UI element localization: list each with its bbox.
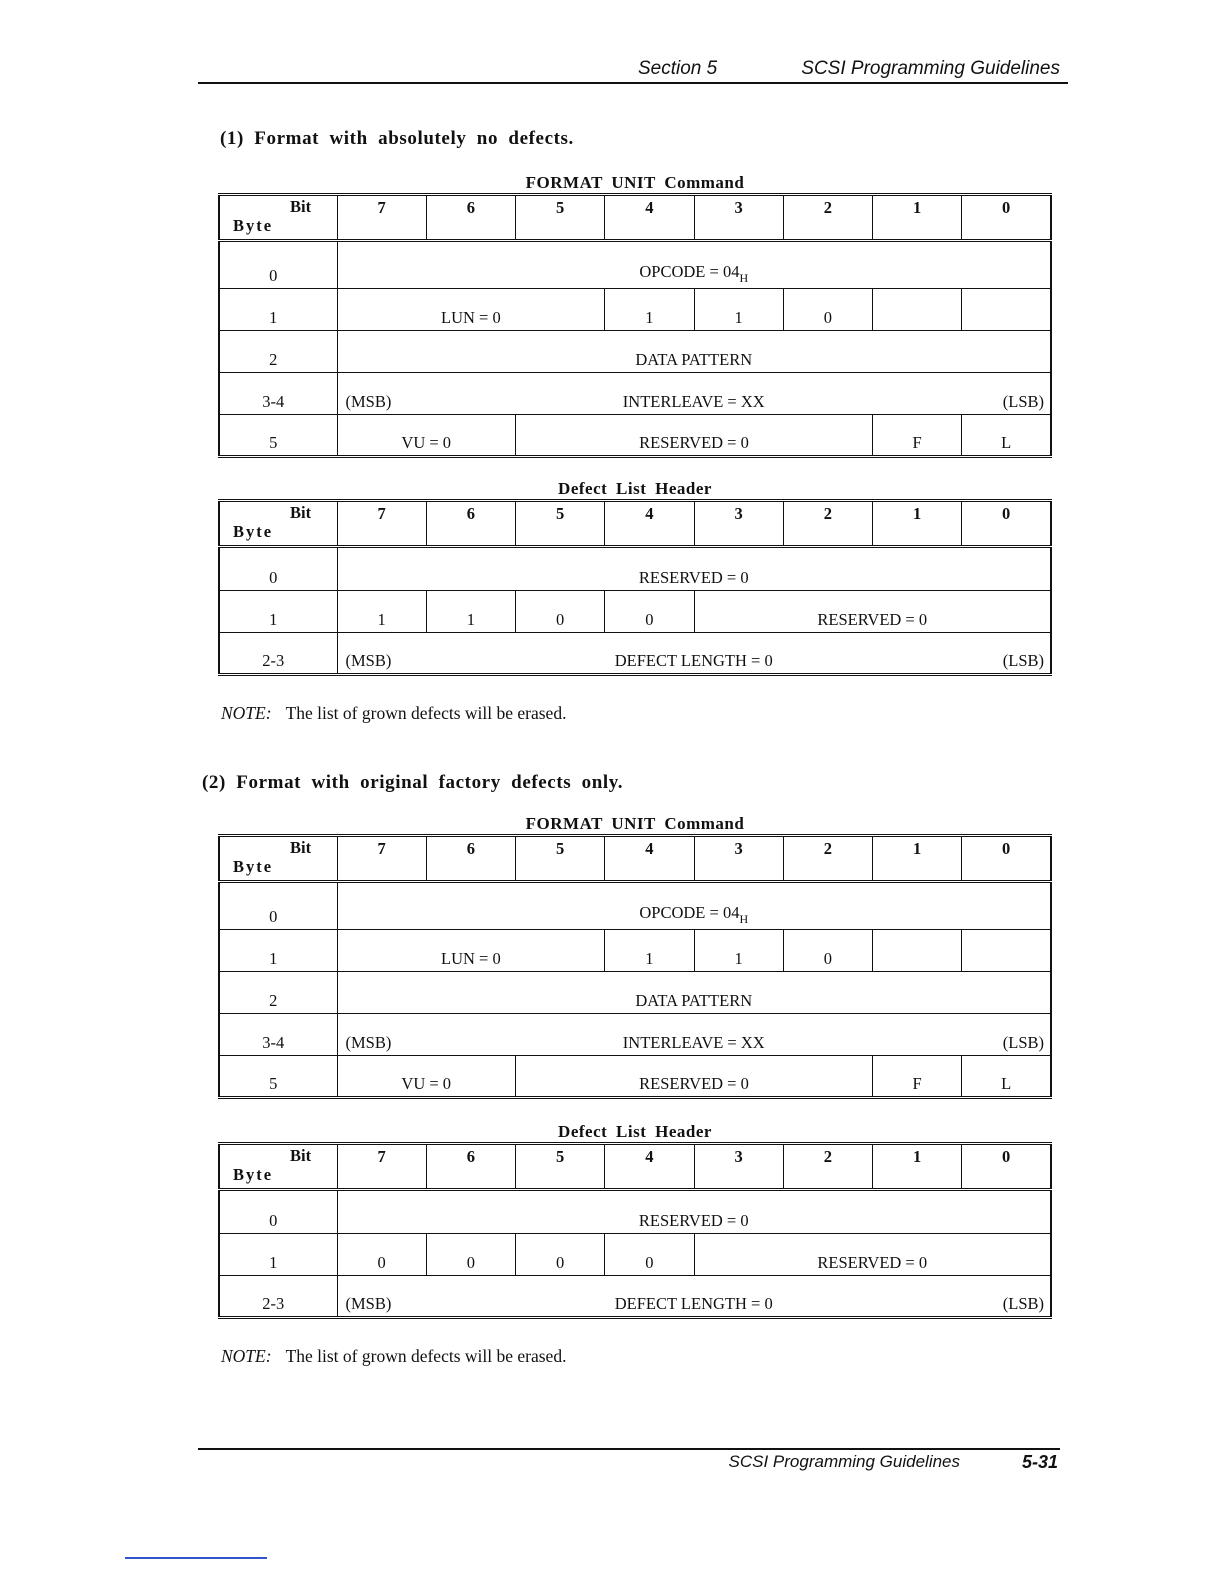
byte-1-label: 1 — [219, 1234, 337, 1276]
bit-4-value: 0 — [605, 591, 694, 633]
bit-1-value — [873, 289, 962, 331]
bit-4-value: 0 — [605, 1234, 694, 1276]
bit-3-value: 1 — [694, 289, 783, 331]
note-label: NOTE: — [221, 1346, 272, 1366]
bit-1-header: 1 — [873, 836, 962, 882]
reserved-byte-1: RESERVED = 0 — [694, 591, 1051, 633]
section2-note — [221, 1346, 566, 1367]
bit-0-header: 0 — [962, 195, 1051, 241]
bit-6-header: 6 — [426, 195, 515, 241]
page-number: 5-31 — [1021, 1452, 1058, 1472]
lun-field: LUN = 0 — [337, 930, 605, 972]
l-flag: L — [962, 1056, 1051, 1098]
bit-0-header: 0 — [962, 1144, 1051, 1190]
bit-5-header: 5 — [516, 836, 605, 882]
section-label: Section 5 — [638, 58, 718, 79]
lsb-label: (LSB) — [1002, 392, 1044, 411]
byte-0-label: 0 — [219, 241, 337, 289]
lsb-label: (LSB) — [1002, 651, 1044, 670]
header-title: SCSI Programming Guidelines — [801, 58, 1060, 79]
bit-2-value: 0 — [783, 289, 872, 331]
bit-3-header: 3 — [694, 836, 783, 882]
byte-3-4-label: 3-4 — [219, 373, 337, 415]
msb-label: (MSB) — [345, 651, 392, 670]
section2-format-unit-table — [218, 834, 1052, 1099]
bit-2-header: 2 — [783, 836, 872, 882]
bit-byte-header: Bit Byte — [219, 836, 337, 882]
reserved-field: RESERVED = 0 — [516, 1056, 873, 1098]
byte-2-3-label: 2-3 — [219, 633, 337, 675]
byte-1-label: 1 — [219, 930, 337, 972]
bit-5-value: 0 — [516, 1234, 605, 1276]
byte-1-label: 1 — [219, 591, 337, 633]
reserved-byte-1: RESERVED = 0 — [694, 1234, 1051, 1276]
bit-2-value: 0 — [783, 930, 872, 972]
bit-5-header: 5 — [516, 1144, 605, 1190]
section1-format-unit-table — [218, 193, 1052, 458]
bit-7-value: 1 — [337, 591, 426, 633]
lsb-label: (LSB) — [1002, 1033, 1044, 1052]
note-text: The list of grown defects will be erased. — [285, 703, 567, 723]
byte-0-label: 0 — [219, 1190, 337, 1234]
section1-cmd-caption: FORMAT UNIT Command — [525, 173, 745, 192]
bit-7-header: 7 — [337, 501, 426, 547]
bit-7-header: 7 — [337, 195, 426, 241]
msb-label: (MSB) — [345, 1033, 392, 1052]
bit-4-value: 1 — [605, 289, 694, 331]
byte-5-label: 5 — [219, 415, 337, 457]
defect-length-field: (MSB) DEFECT LENGTH = 0 (LSB) — [337, 633, 1051, 675]
bit-4-header: 4 — [605, 1144, 694, 1190]
l-flag: L — [962, 415, 1051, 457]
bit-byte-header: Bit Byte — [219, 195, 337, 241]
bit-7-header: 7 — [337, 836, 426, 882]
reserved-byte-0: RESERVED = 0 — [337, 1190, 1051, 1234]
defect-length-field: (MSB) DEFECT LENGTH = 0 (LSB) — [337, 1276, 1051, 1318]
vu-field: VU = 0 — [337, 415, 516, 457]
bit-1-header: 1 — [873, 195, 962, 241]
bit-0-header: 0 — [962, 501, 1051, 547]
bit-0-header: 0 — [962, 836, 1051, 882]
page-header — [198, 56, 1068, 84]
bit-byte-header: Bit Byte — [219, 1144, 337, 1190]
byte-1-label: 1 — [219, 289, 337, 331]
opcode-field: OPCODE = $04_H$ — [337, 241, 1051, 289]
reserved-byte-0: RESERVED = 0 — [337, 547, 1051, 591]
bit-6-header: 6 — [426, 501, 515, 547]
bit-3-value: 1 — [694, 930, 783, 972]
bit-7-header: 7 — [337, 1144, 426, 1190]
bit-6-value: 1 — [426, 591, 515, 633]
bit-4-value: 1 — [605, 930, 694, 972]
interleave-field: (MSB) INTERLEAVE = XX (LSB) — [337, 1014, 1051, 1056]
f-flag: F — [873, 415, 962, 457]
bit-1-header: 1 — [873, 501, 962, 547]
opcode-field: OPCODE = $04_H$ — [337, 882, 1051, 930]
msb-label: (MSB) — [345, 1294, 392, 1313]
bit-3-header: 3 — [694, 195, 783, 241]
f-flag: F — [873, 1056, 962, 1098]
bit-1-header: 1 — [873, 1144, 962, 1190]
vu-field: VU = 0 — [337, 1056, 516, 1098]
byte-0-label: 0 — [219, 882, 337, 930]
note-label: NOTE: — [221, 703, 272, 723]
section1-defect-list-header-table — [218, 499, 1052, 676]
byte-5-label: 5 — [219, 1056, 337, 1098]
bit-3-header: 3 — [694, 1144, 783, 1190]
reserved-field: RESERVED = 0 — [516, 415, 873, 457]
bit-6-header: 6 — [426, 836, 515, 882]
bit-4-header: 4 — [605, 836, 694, 882]
bit-6-value: 0 — [426, 1234, 515, 1276]
msb-label: (MSB) — [345, 392, 392, 411]
bit-4-header: 4 — [605, 501, 694, 547]
bit-2-header: 2 — [783, 501, 872, 547]
byte-2-3-label: 2-3 — [219, 1276, 337, 1318]
bit-byte-header: Bit Byte — [219, 501, 337, 547]
byte-2-label: 2 — [219, 972, 337, 1014]
byte-2-label: 2 — [219, 331, 337, 373]
data-pattern-field: DATA PATTERN — [337, 972, 1051, 1014]
bit-2-header: 2 — [783, 1144, 872, 1190]
bit-4-header: 4 — [605, 195, 694, 241]
bit-5-header: 5 — [516, 195, 605, 241]
section1-heading: (1) Format with absolutely no defects. — [220, 128, 574, 149]
lun-field: LUN = 0 — [337, 289, 605, 331]
bit-5-header: 5 — [516, 501, 605, 547]
interleave-field: (MSB) INTERLEAVE = XX (LSB) — [337, 373, 1051, 415]
section1-note — [221, 703, 566, 724]
bit-0-value — [962, 930, 1051, 972]
section2-defect-list-header-table — [218, 1142, 1052, 1319]
lsb-label: (LSB) — [1002, 1294, 1044, 1313]
byte-0-label: 0 — [219, 547, 337, 591]
bit-3-header: 3 — [694, 501, 783, 547]
bit-1-value — [873, 930, 962, 972]
bit-0-value — [962, 289, 1051, 331]
section2-cmd-caption: FORMAT UNIT Command — [525, 814, 745, 833]
data-pattern-field: DATA PATTERN — [337, 331, 1051, 373]
byte-3-4-label: 3-4 — [219, 1014, 337, 1056]
section1-dlh-caption: Defect List Header — [558, 479, 712, 498]
note-text: The list of grown defects will be erased. — [285, 1346, 567, 1366]
scan-artifact-line — [125, 1557, 267, 1559]
section2-dlh-caption: Defect List Header — [558, 1122, 712, 1141]
bit-7-value: 0 — [337, 1234, 426, 1276]
bit-5-value: 0 — [516, 591, 605, 633]
page-footer — [198, 1448, 1060, 1480]
section2-heading: (2) Format with original factory defects only. — [202, 772, 624, 793]
bit-2-header: 2 — [783, 195, 872, 241]
footer-title: SCSI Programming Guidelines — [728, 1452, 960, 1471]
bit-6-header: 6 — [426, 1144, 515, 1190]
